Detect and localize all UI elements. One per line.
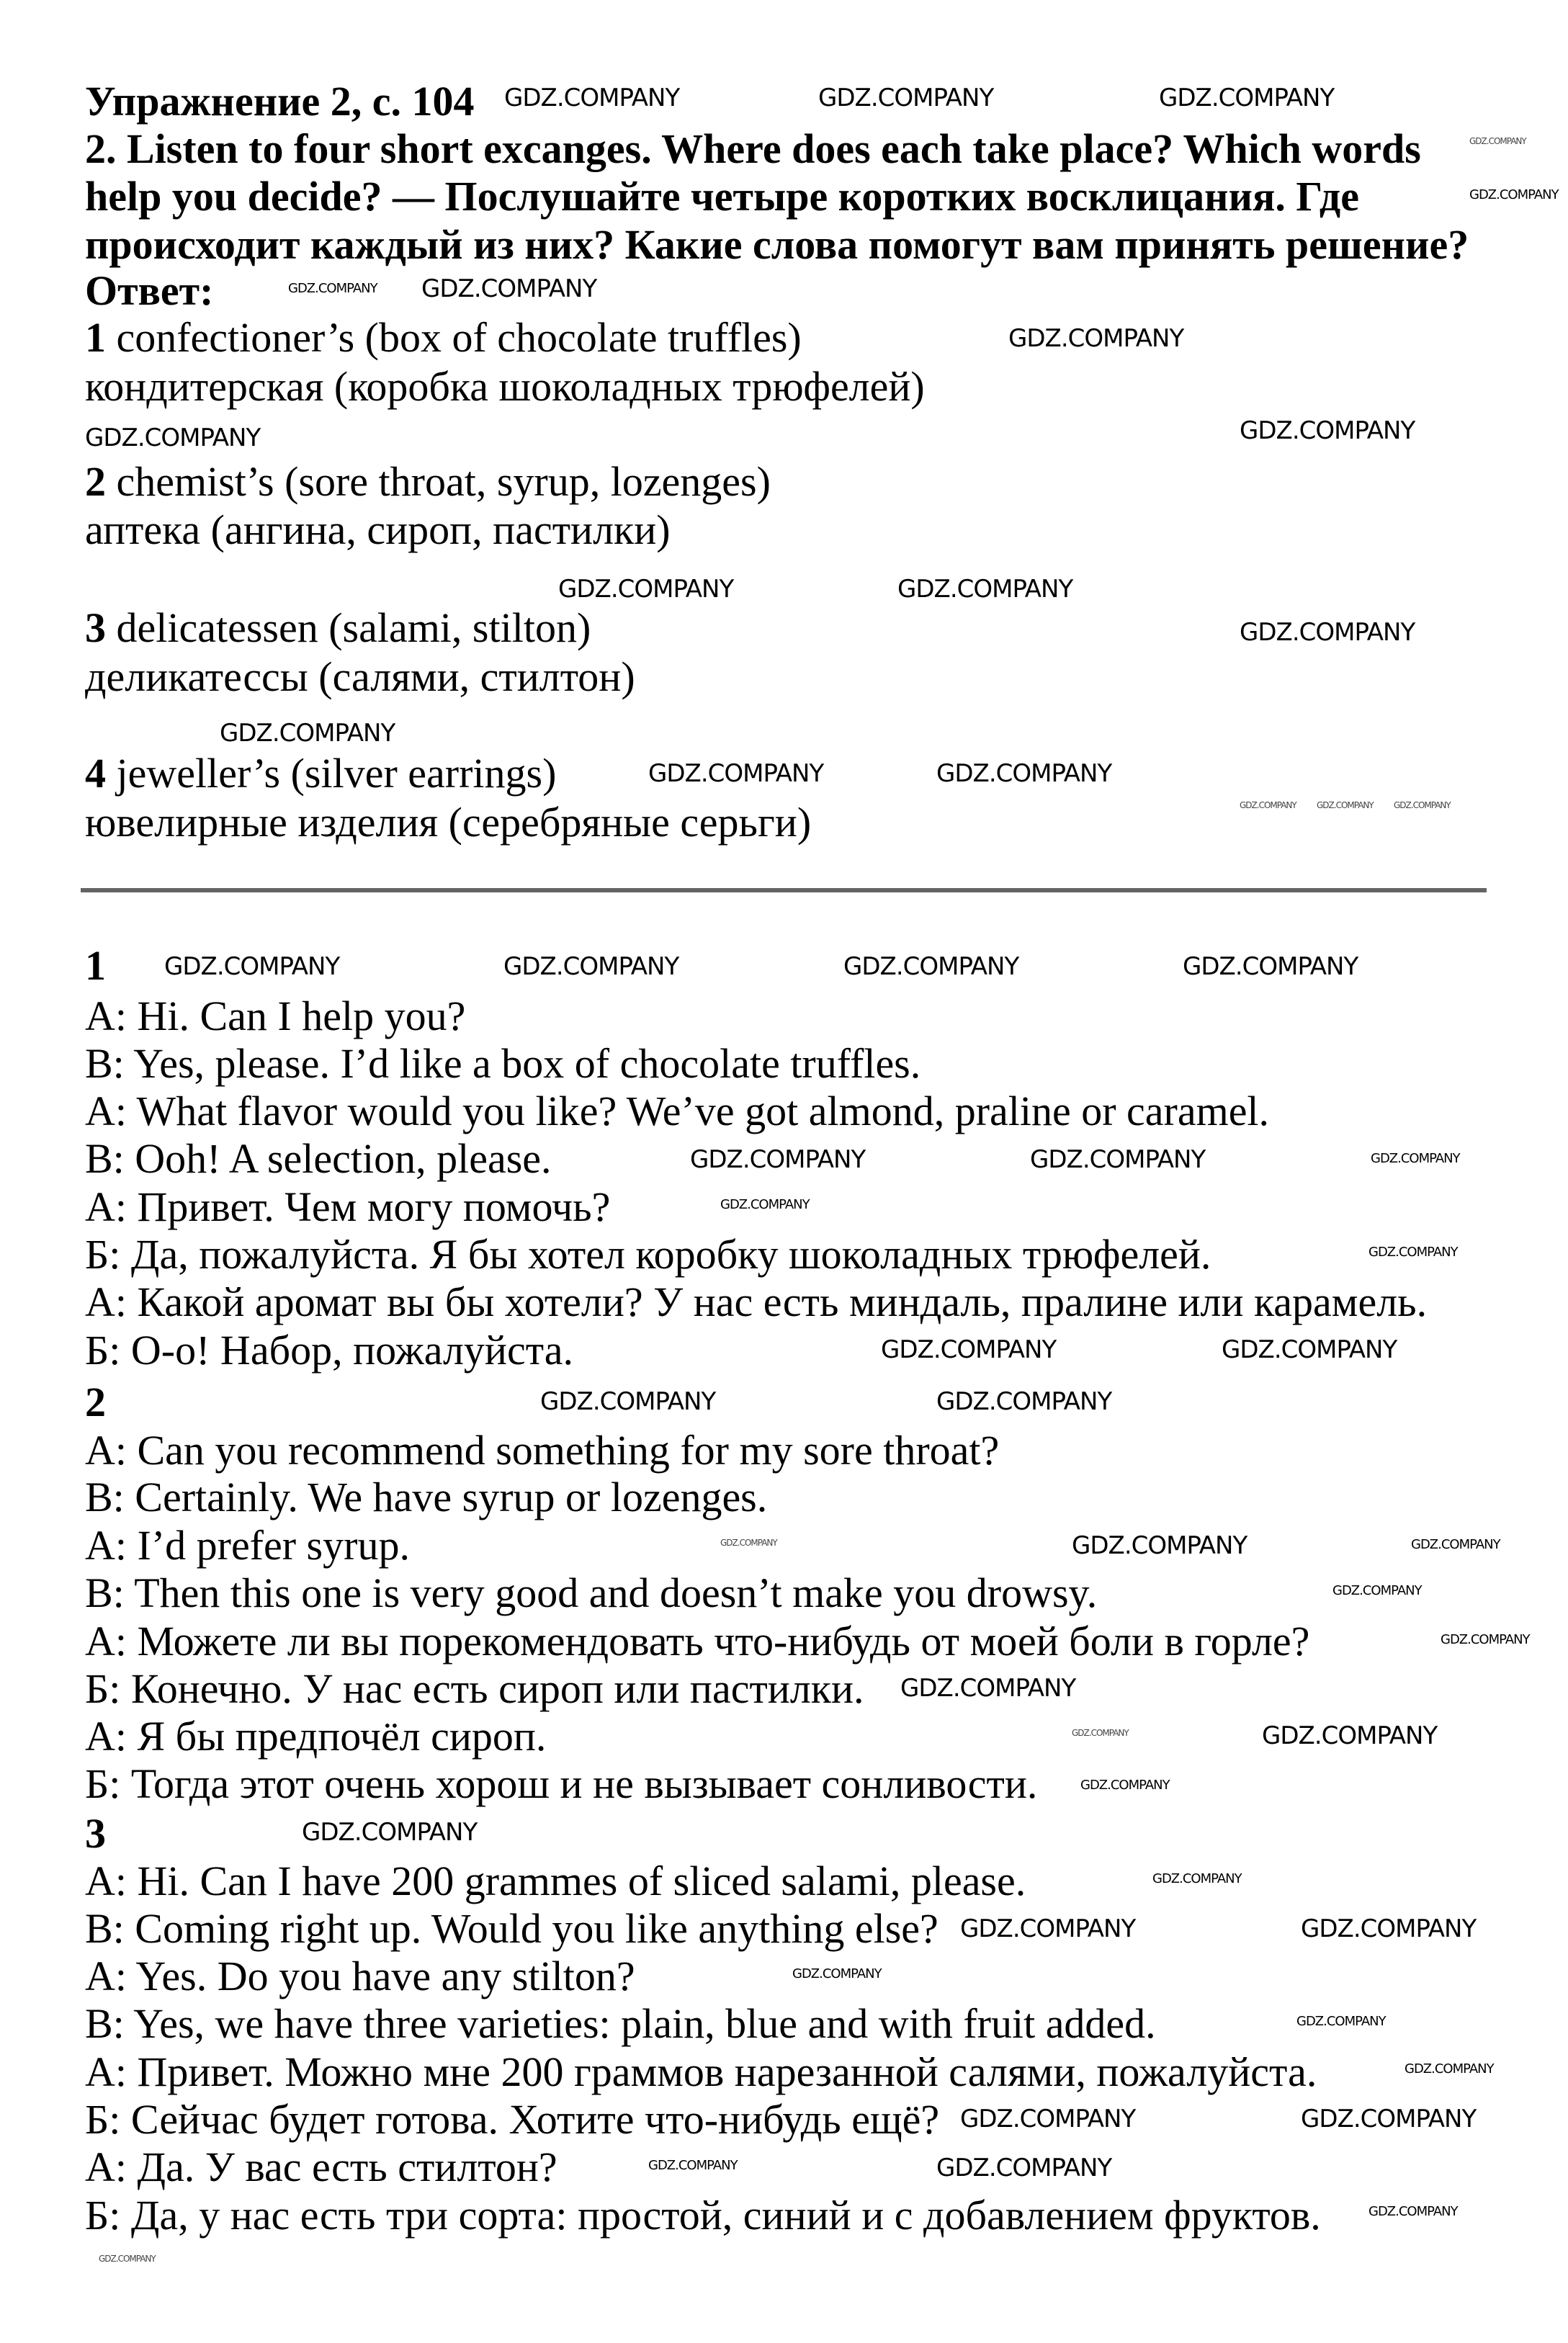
answer-4-ru: ювелирные изделия (серебряные серьги) — [85, 799, 812, 846]
answer-label: Ответ: — [85, 267, 214, 314]
dialogue-3-number: 3 — [85, 1810, 106, 1857]
watermark: GDZ.COMPANY — [540, 1387, 716, 1416]
answer-number: 3 — [85, 604, 106, 651]
watermark: GDZ.COMPANY — [504, 84, 680, 112]
watermark: GDZ.COMPANY — [558, 575, 734, 604]
watermark: GDZ.COMPANY — [792, 1966, 882, 1981]
watermark: GDZ.COMPANY — [1469, 136, 1526, 146]
exercise-title: Упражнение 2, с. 104 — [85, 78, 475, 125]
watermark: GDZ.COMPANY — [881, 1335, 1057, 1364]
watermark: GDZ.COMPANY — [1368, 1245, 1458, 1260]
dialogue-line: A: Hi. Can I help you? — [85, 993, 466, 1039]
dialogue-1-number: 1 — [85, 942, 106, 989]
answer-4-en — [85, 750, 557, 797]
watermark: GDZ.COMPANY — [99, 2254, 156, 2264]
answer-2-ru: аптека (ангина, сироп, пастилки) — [85, 506, 671, 553]
watermark: GDZ.COMPANY — [1411, 1537, 1500, 1552]
watermark: GDZ.COMPANY — [1301, 2105, 1477, 2133]
watermark: GDZ.COMPANY — [1368, 2204, 1458, 2219]
watermark: GDZ.COMPANY — [1301, 1914, 1477, 1943]
dialogue-line: Б: Да, пожалуйста. Я бы хотел коробку шоколадных трюфелей. — [85, 1231, 1211, 1278]
watermark: GDZ.COMPANY — [85, 424, 261, 452]
answer-text-en: chemist’s (sore throat, syrup, lozenges) — [116, 458, 771, 505]
watermark: GDZ.COMPANY — [220, 719, 395, 748]
answer-text-en: confectioner’s (box of chocolate truffles) — [116, 314, 802, 361]
watermark: GDZ.COMPANY — [936, 2154, 1112, 2182]
dialogue-line: Б: О-о! Набор, пожалуйста. — [85, 1327, 574, 1374]
watermark: GDZ.COMPANY — [1008, 324, 1184, 353]
watermark: GDZ.COMPANY — [690, 1145, 866, 1174]
watermark: GDZ.COMPANY — [818, 84, 994, 112]
watermark: GDZ.COMPANY — [936, 759, 1112, 788]
dialogue-line: А: Привет. Чем могу помочь? — [85, 1183, 611, 1230]
dialogue-line: Б: Да, у нас есть три сорта: простой, синий и с добавлением фруктов. — [85, 2192, 1321, 2239]
watermark: GDZ.COMPANY — [720, 1538, 777, 1548]
watermark: GDZ.COMPANY — [1332, 1583, 1422, 1598]
watermark: GDZ.COMPANY — [720, 1197, 810, 1212]
watermark: GDZ.COMPANY — [1469, 187, 1559, 202]
watermark: GDZ.COMPANY — [897, 575, 1073, 604]
dialogue-line: А: Привет. Можно мне 200 граммов нарезанной салями, пожалуйста. — [85, 2048, 1317, 2095]
watermark: GDZ.COMPANY — [288, 281, 377, 296]
watermark: GDZ.COMPANY — [936, 1387, 1112, 1416]
dialogue-line: Б: Тогда этот очень хорош и не вызывает сонливости. — [85, 1760, 1038, 1807]
watermark: GDZ.COMPANY — [1441, 1632, 1530, 1647]
section-divider — [81, 888, 1487, 892]
answer-3-en — [85, 604, 591, 651]
watermark: GDZ.COMPANY — [164, 952, 340, 981]
watermark: GDZ.COMPANY — [1296, 2014, 1386, 2029]
watermark: GDZ.COMPANY — [1030, 1145, 1206, 1174]
watermark: GDZ.COMPANY — [1240, 800, 1296, 810]
dialogue-line: Б: Сейчас будет готова. Хотите что-нибудь ещё? — [85, 2096, 940, 2143]
watermark: GDZ.COMPANY — [900, 1674, 1076, 1703]
watermark: GDZ.COMPANY — [648, 2158, 738, 2173]
watermark: GDZ.COMPANY — [1240, 416, 1415, 445]
dialogue-line: B: Coming right up. Would you like anything else? — [85, 1905, 938, 1952]
watermark: GDZ.COMPANY — [1405, 2061, 1494, 2077]
answer-number: 4 — [85, 750, 106, 797]
watermark: GDZ.COMPANY — [302, 1818, 478, 1847]
dialogue-line: A: Yes. Do you have any stilton? — [85, 1953, 635, 1999]
watermark: GDZ.COMPANY — [1317, 800, 1374, 810]
task-line-1: 2. Listen to four short excanges. Where does each take place? Which words — [85, 125, 1421, 172]
watermark: GDZ.COMPANY — [960, 1914, 1136, 1943]
watermark: GDZ.COMPANY — [1371, 1151, 1460, 1166]
answer-3-ru: деликатессы (салями, стилтон) — [85, 653, 635, 700]
answer-1-ru: кондитерская (коробка шоколадных трюфелей) — [85, 363, 925, 410]
answer-number: 1 — [85, 314, 106, 361]
answer-text-en: delicatessen (salami, stilton) — [116, 604, 591, 651]
dialogue-line: А: Можете ли вы порекомендовать что-нибудь от моей боли в горле? — [85, 1618, 1310, 1665]
answer-1-en — [85, 314, 802, 361]
answer-number: 2 — [85, 458, 106, 505]
answer-2-en — [85, 458, 771, 505]
dialogue-line: B: Ooh! A selection, please. — [85, 1135, 552, 1182]
dialogue-line: B: Yes, please. I’d like a box of chocolate truffles. — [85, 1040, 921, 1087]
dialogue-line: B: Then this one is very good and doesn’t make you drowsy. — [85, 1569, 1098, 1616]
task-line-2: help you decide? — Послушайте четыре коротких восклицания. Где — [85, 173, 1359, 220]
dialogue-line: B: Yes, we have three varieties: plain, blue and with fruit added. — [85, 2000, 1156, 2047]
watermark: GDZ.COMPANY — [843, 952, 1019, 981]
dialogue-line: А: Я бы предпочёл сироп. — [85, 1713, 547, 1760]
watermark: GDZ.COMPANY — [503, 952, 679, 981]
watermark: GDZ.COMPANY — [1394, 800, 1451, 810]
task-line-3: происходит каждый из них? Какие слова помогут вам принять решение? — [85, 221, 1469, 268]
answer-text-en: jeweller’s (silver earrings) — [116, 750, 557, 797]
watermark: GDZ.COMPANY — [1262, 1721, 1438, 1750]
dialogue-line: A: I’d prefer syrup. — [85, 1522, 410, 1569]
dialogue-line: A: What flavor would you like? We’ve got almond, praline or caramel. — [85, 1088, 1270, 1134]
dialogue-line: B: Certainly. We have syrup or lozenges. — [85, 1474, 768, 1520]
watermark: GDZ.COMPANY — [1222, 1335, 1397, 1364]
watermark: GDZ.COMPANY — [1159, 84, 1335, 112]
dialogue-line: Б: Конечно. У нас есть сироп или пастилки. — [85, 1665, 864, 1712]
dialogue-line: A: Hi. Can I have 200 grammes of sliced salami, please. — [85, 1858, 1026, 1904]
watermark: GDZ.COMPANY — [1240, 618, 1415, 647]
watermark: GDZ.COMPANY — [960, 2105, 1136, 2133]
watermark: GDZ.COMPANY — [1072, 1728, 1129, 1738]
watermark: GDZ.COMPANY — [1072, 1531, 1247, 1560]
dialogue-2-number: 2 — [85, 1379, 106, 1425]
dialogue-line: А: Какой аромат вы бы хотели? У нас есть миндаль, пралине или карамель. — [85, 1278, 1428, 1325]
dialogue-line: A: Can you recommend something for my sore throat? — [85, 1427, 1000, 1474]
watermark: GDZ.COMPANY — [1183, 952, 1358, 981]
dialogue-line: А: Да. У вас есть стилтон? — [85, 2143, 557, 2190]
watermark: GDZ.COMPANY — [1080, 1778, 1170, 1793]
watermark: GDZ.COMPANY — [421, 274, 597, 303]
watermark: GDZ.COMPANY — [1152, 1871, 1242, 1886]
watermark: GDZ.COMPANY — [648, 759, 824, 788]
